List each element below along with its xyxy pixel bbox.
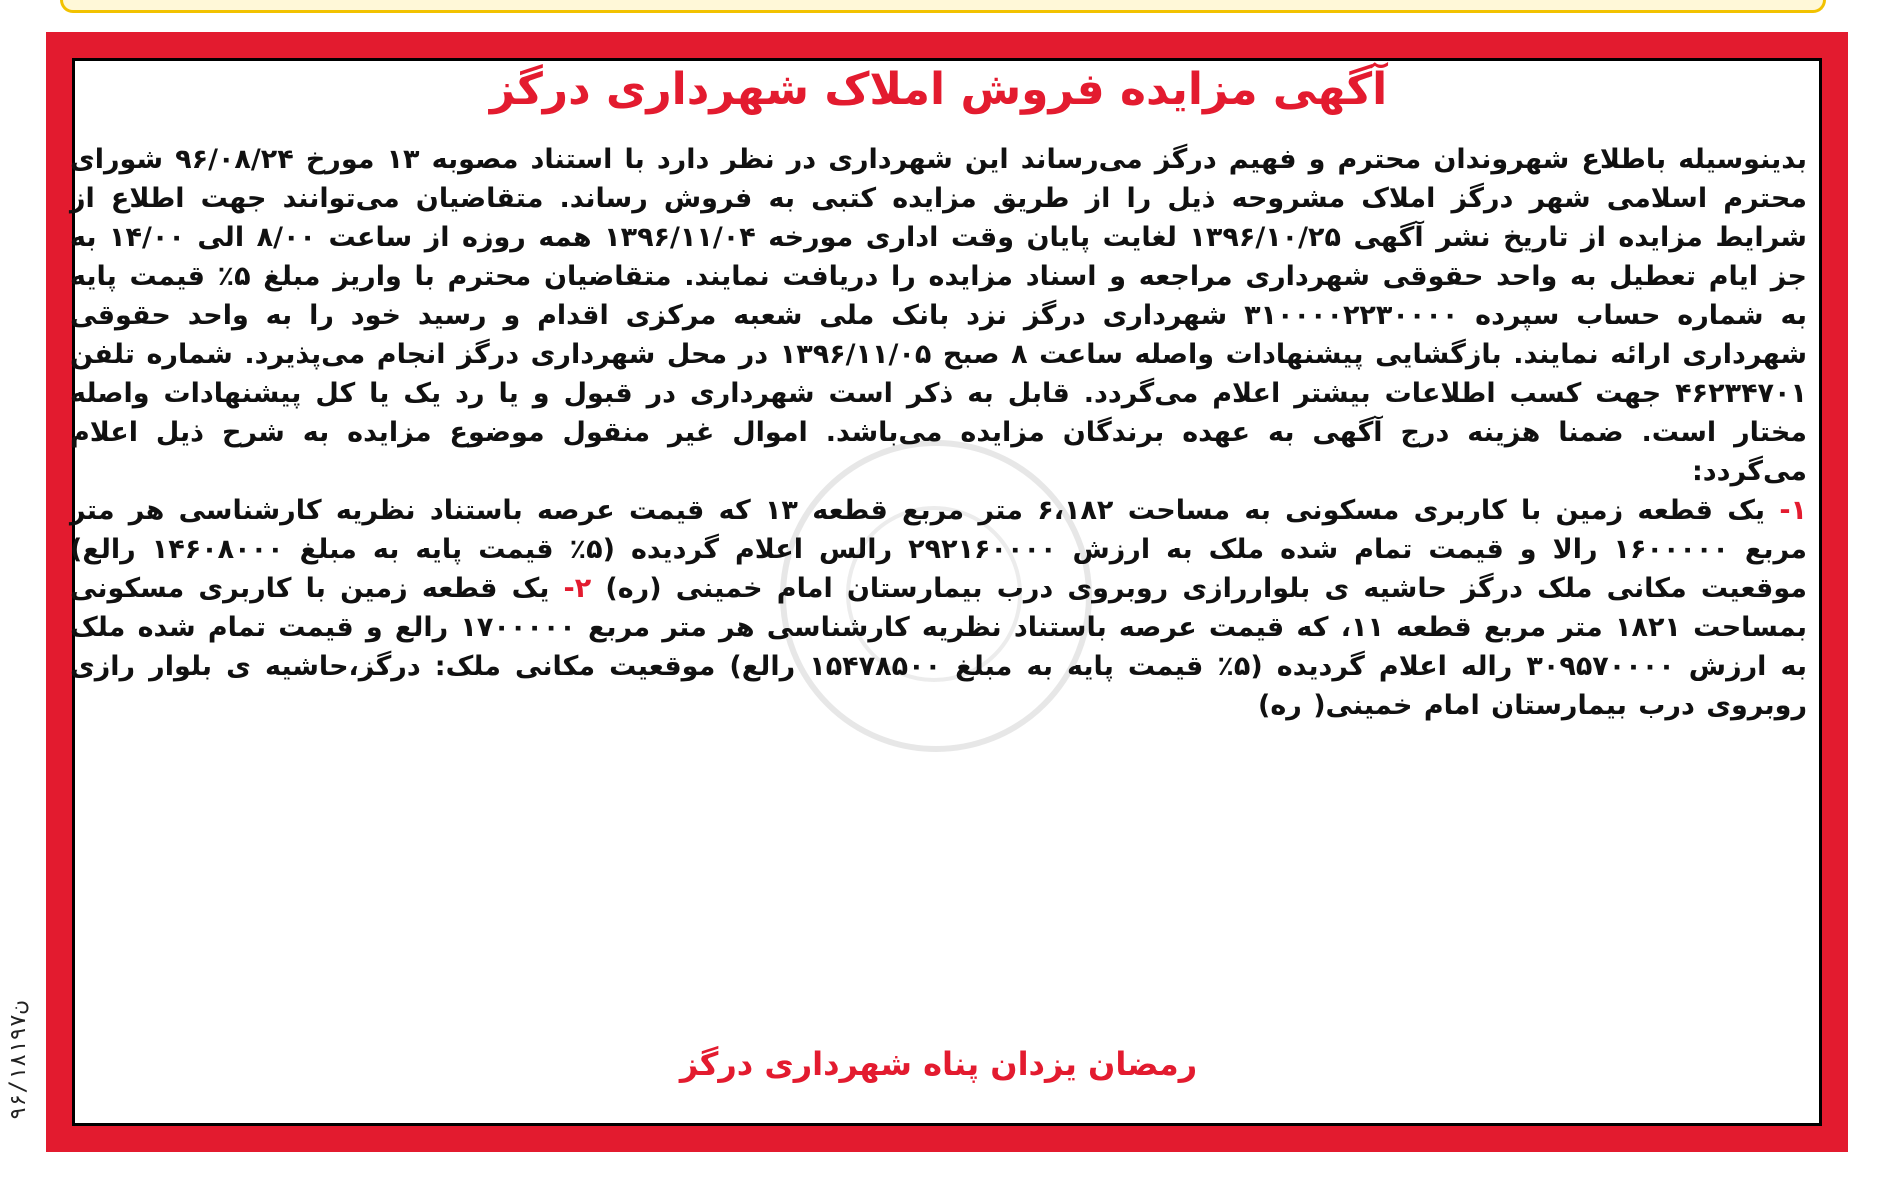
ad-title: آگهی مزایده فروش املاک شهرداری درگز: [489, 64, 1388, 115]
ad-paragraph: بدینوسیله باطلاع شهروندان محترم و فهیم درگز می‌رساند این شهرداری در نظر دارد با استناد مصوبه ۱۳ مورخ ۹۶/۰۸/۲۴ شورای محترم اسلامی شهر درگز املاک مشروحه ذیل را از طریق مزایده کتبی به فروش رساند. متقاضیان می‌توانند جهت اطلاع از شرایط مزایده از تاریخ نشر آگهی ۱۳۹۶/۱۰/۲۵ لغایت پایان وقت اداری مورخه ۱۳۹۶/۱۱/۰۴ همه روزه از ساعت ۸/۰۰ الی ۱۴/۰۰ به جز ایام تعطیل به واحد حقوقی شهرداری مراجعه و اسناد مزایده را دریافت نمایند. متقاضیان محترم با واریز مبلغ ۵٪ قیمت پایه به شماره حساب سپرده ۳۱۰۰۰۰۲۲۳۰۰۰۰ شهرداری درگز نزد بانک ملی شعبه مرکزی اقدام و رسید خود را به واحد حقوقی شهرداری ارائه نمایند. بازگشایی پیشنهادات واصله ساعت ۸ صبح ۱۳۹۶/۱۱/۰۵ در محل شهرداری درگز انجام می‌پذیرد. شماره تلفن ۴۶۲۳۴۷۰۱ جهت کسب اطلاعات بیشتر اعلام می‌گردد. قابل به ذکر است شهرداری در قبول و یا رد یک یا کل پیشنهادات واصله مختار است. ضمنا هزینه درج آگهی به عهده برندگان مزایده می‌باشد. اموال غیر منقول موضوع مزایده به شرح ذیل اعلام می‌گردد:: [70, 144, 1808, 487]
property-item-1: [70, 491, 1807, 725]
item-1-text: یک قطعه زمین با کاربری مسکونی به مساحت ۶،۱۸۲ متر مربع قطعه ۱۳ که قیمت عرصه باستناد نظریه کارشناسی هر متر مربع ۱۶۰۰۰۰۰ رالا و قیمت تمام شده ملک به ارزش ۲۹۲۱۶۰۰۰۰ رالس اعلام گردیده (۵٪ قیمت پایه به مبلغ ۱۴۶۰۸۰۰۰ رالع) موقعیت مکانی ملک درگز حاشیه ی بلواررازی روبروی درب بیمارستان امام خمینی (ره): [70, 495, 1808, 604]
side-reference-code: ن۹۶/۱۸۱۹۷: [6, 1000, 31, 1120]
ad-body: [70, 140, 1807, 725]
item-2-text: یک قطعه زمین با کاربری مسکونی بمساحت ۱۸۲۱ متر مربع قطعه ۱۱، که قیمت عرصه باستناد نظریه کارشناسی هر متر مربع ۱۷۰۰۰۰۰ رالع و قیمت تمام شده ملک به ارزش ۳۰۹۵۷۰۰۰۰ راله اعلام گردیده (۵٪ قیمت پایه به مبلغ ۱۵۴۷۸۵۰۰ رالع) موقعیت مکانی ملک: درگز،حاشیه ی بلوار رازی روبروی درب بیمارستان امام خمینی( ره): [70, 573, 1808, 721]
item-1-number: ۱-: [1779, 495, 1808, 526]
signature: رمضان یزدان پناه شهرداری درگز: [679, 1045, 1198, 1083]
top-accent-strip: [60, 0, 1826, 13]
item-2-number: ۲-: [563, 573, 592, 604]
